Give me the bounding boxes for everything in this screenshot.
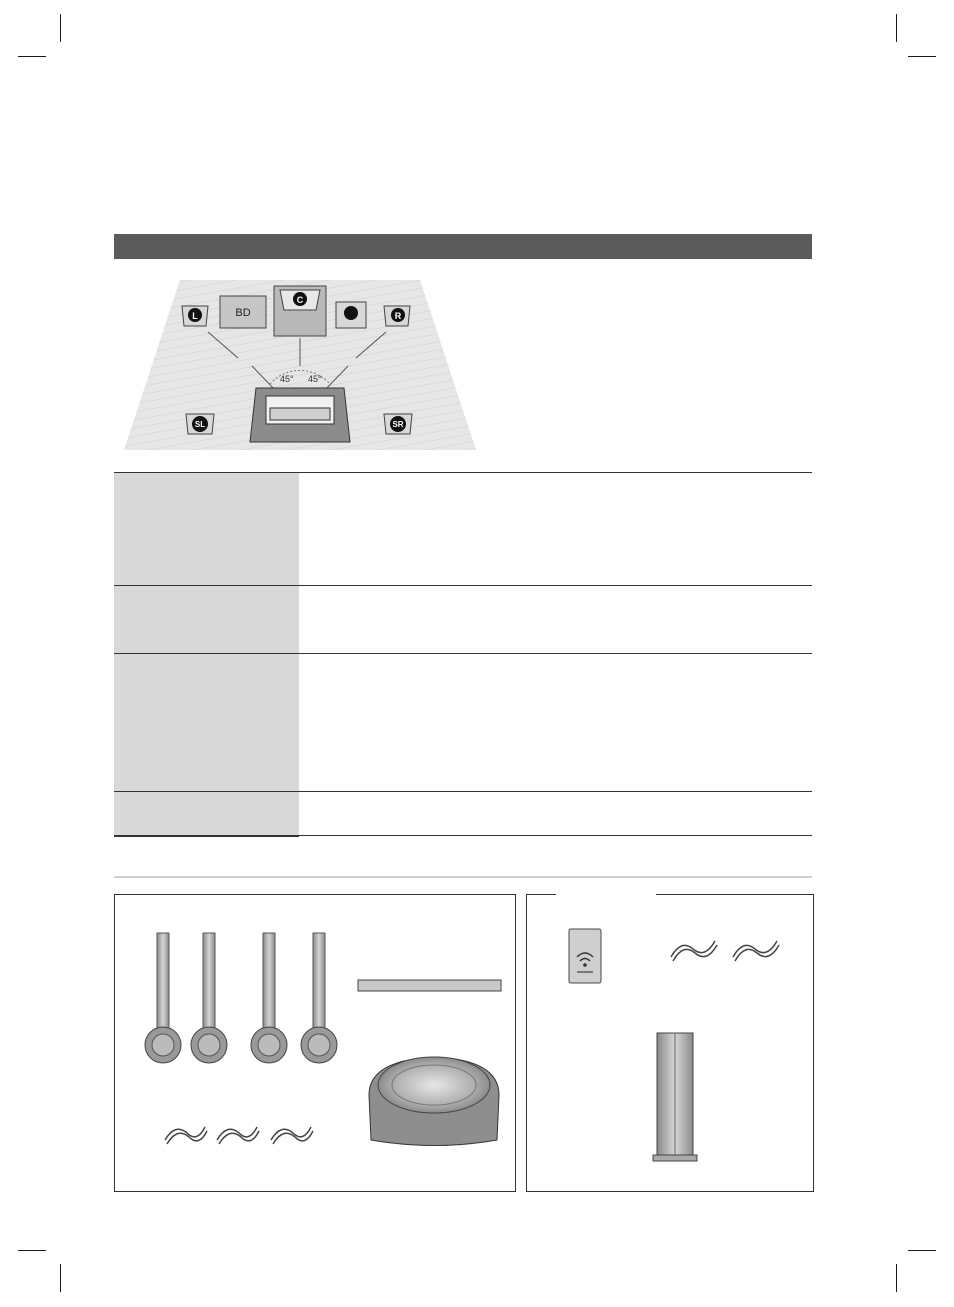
speaker-cable-icon bbox=[217, 1127, 259, 1144]
wireless-box-label-gap bbox=[556, 893, 656, 896]
speaker-cable-icon bbox=[271, 1127, 313, 1144]
table-row-text-surround bbox=[300, 654, 812, 791]
satellite-speaker-icon bbox=[145, 933, 181, 1063]
speaker-surround-right-icon bbox=[384, 414, 412, 434]
table-row-text-center bbox=[300, 586, 812, 653]
speaker-components-box bbox=[114, 894, 516, 1192]
table-row-text-front bbox=[300, 473, 812, 585]
speaker-front-right-icon bbox=[384, 306, 410, 326]
crop-mark bbox=[18, 56, 46, 57]
front-right-label: R bbox=[394, 311, 402, 321]
speaker-components-illustration bbox=[115, 895, 515, 1191]
speaker-cable-icon bbox=[733, 941, 779, 961]
center-speaker-icon bbox=[358, 980, 501, 991]
player-label: BD bbox=[235, 307, 251, 319]
section-header-bar bbox=[114, 234, 812, 259]
speaker-cable-icon bbox=[165, 1127, 207, 1144]
table-row-label-subwoofer bbox=[114, 792, 299, 835]
table-row-label-front bbox=[114, 473, 299, 585]
speaker-layout-diagram bbox=[120, 276, 480, 456]
wireless-module-icon bbox=[569, 929, 601, 983]
crop-mark bbox=[18, 1250, 46, 1251]
listener-sofa-icon bbox=[250, 388, 350, 442]
angle-left-label: 45° bbox=[280, 374, 294, 384]
crop-mark bbox=[908, 56, 936, 57]
bd-player-icon bbox=[220, 296, 266, 328]
speaker-front-left-icon bbox=[182, 306, 208, 326]
angle-right-label: 45° bbox=[308, 374, 322, 384]
speaker-cable-icon bbox=[671, 941, 717, 961]
wireless-components-box bbox=[526, 894, 814, 1192]
satellite-speaker-icon bbox=[251, 933, 287, 1063]
speaker-center-icon bbox=[274, 286, 326, 336]
section-divider bbox=[114, 876, 812, 878]
crop-mark bbox=[908, 1250, 936, 1251]
table-row-label-center bbox=[114, 586, 299, 653]
center-label: C bbox=[296, 295, 304, 305]
wireless-components-illustration bbox=[527, 895, 813, 1191]
satellite-speaker-icon bbox=[191, 933, 227, 1063]
crop-mark bbox=[896, 14, 897, 42]
speaker-surround-left-icon bbox=[186, 414, 214, 434]
crop-mark bbox=[60, 1264, 61, 1292]
front-left-label: L bbox=[192, 311, 198, 321]
table-label-rule bbox=[114, 835, 299, 837]
crop-mark bbox=[896, 1264, 897, 1292]
surround-left-label: SL bbox=[194, 420, 206, 429]
crop-mark bbox=[60, 14, 61, 42]
tallboy-speaker-icon bbox=[653, 1033, 697, 1161]
table-row-text-subwoofer bbox=[300, 792, 812, 835]
subwoofer-icon bbox=[336, 302, 366, 328]
table-row-label-surround bbox=[114, 654, 299, 791]
surround-right-label: SR bbox=[392, 420, 404, 429]
satellite-speaker-icon bbox=[301, 933, 337, 1063]
subwoofer-icon bbox=[369, 1057, 499, 1146]
